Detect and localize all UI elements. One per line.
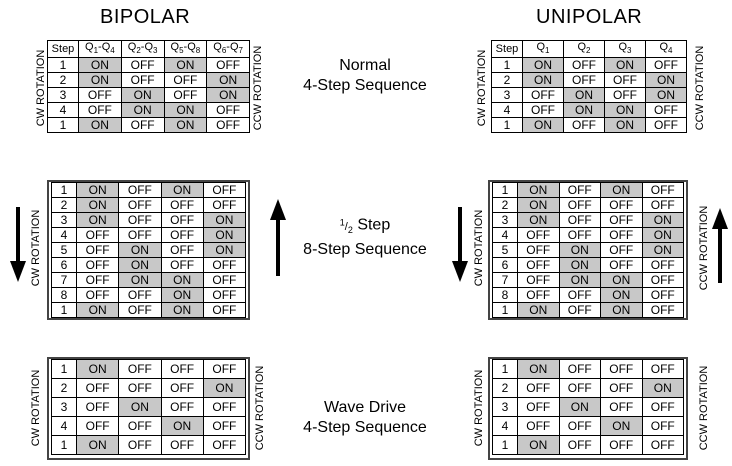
table-row [52,417,246,436]
step-cell: 1 [48,118,79,133]
normal-label-line2: 4-Step Sequence [303,77,427,94]
state-cell: ON [203,213,245,228]
table-row [52,360,246,379]
state-cell: OFF [203,288,245,303]
state-cell: ON [207,73,250,88]
state-cell: OFF [601,398,643,417]
table-row [52,228,246,243]
state-cell: OFF [518,417,560,436]
bipolar-ccw-up-arrow-icon [268,198,288,276]
column-header: $Q_5-Q_8$ [164,41,207,58]
state-cell: OFF [559,198,601,213]
step-cell: 1 [52,436,77,455]
state-cell: OFF [77,273,119,288]
state-cell: OFF [642,398,684,417]
state-cell: OFF [559,379,601,398]
table-row [493,417,684,436]
state-cell: ON [564,103,605,118]
table-row [52,198,246,213]
state-cell: ON [121,103,164,118]
state-cell: ON [518,198,560,213]
state-cell: OFF [642,360,684,379]
state-cell: ON [161,183,203,198]
state-cell: OFF [559,303,601,318]
state-cell: ON [646,73,687,88]
step-cell: 5 [52,243,77,258]
state-cell: OFF [518,258,560,273]
state-cell: ON [164,58,207,73]
state-cell: ON [523,73,564,88]
step-cell: 4 [493,228,518,243]
unipolar-half-table [492,182,684,318]
state-cell: OFF [601,436,643,455]
table-row [52,398,246,417]
table-row [52,436,246,455]
state-cell: ON [642,213,684,228]
state-cell: OFF [559,360,601,379]
table-row [493,258,684,273]
step-cell: 1 [492,58,523,73]
state-cell: OFF [77,417,119,436]
step-cell: 4 [492,103,523,118]
state-cell: OFF [564,118,605,133]
state-cell: ON [601,303,643,318]
state-cell: ON [605,118,646,133]
column-header: $Q_1$ [523,41,564,58]
state-cell: ON [601,288,643,303]
state-cell: ON [203,228,245,243]
column-header: $Q_3$ [605,41,646,58]
state-cell: OFF [121,58,164,73]
state-cell: OFF [203,398,245,417]
state-cell: OFF [559,288,601,303]
bipolar-half-cw-label: CW ROTATION [30,209,42,287]
state-cell: OFF [564,73,605,88]
state-cell: OFF [77,228,119,243]
state-cell: ON [605,103,646,118]
column-header: $Q_2-Q_3$ [121,41,164,58]
unipolar-header: UNIPOLAR [536,6,643,28]
state-cell: ON [564,88,605,103]
state-cell: ON [203,379,245,398]
state-cell: OFF [161,258,203,273]
state-cell: OFF [559,436,601,455]
state-cell: OFF [642,417,684,436]
state-cell: ON [601,417,643,436]
state-cell: ON [77,183,119,198]
header-row [492,41,687,58]
bipolar-cw-down-arrow-icon [8,207,28,283]
table-row [493,228,684,243]
state-cell: OFF [119,436,161,455]
state-cell: ON [646,88,687,103]
state-cell: OFF [605,88,646,103]
table-row [492,73,687,88]
state-cell: OFF [601,258,643,273]
state-cell: ON [161,288,203,303]
state-cell: OFF [642,288,684,303]
unipolar-wave-ccw-label: CCW ROTATION [698,365,710,451]
unipolar-normal-cw-label: CW ROTATION [476,49,488,127]
table-row [52,258,246,273]
table-row [493,398,684,417]
unipolar-wave-table [492,359,684,455]
state-cell: OFF [79,88,122,103]
table-row [493,436,684,455]
state-cell: OFF [642,436,684,455]
unipolar-cw-down-arrow-icon [450,207,470,283]
step-cell: 1 [48,58,79,73]
state-cell: OFF [77,379,119,398]
state-cell: OFF [164,73,207,88]
state-cell: OFF [601,213,643,228]
step-cell: 4 [52,417,77,436]
unipolar-half-cw-label: CW ROTATION [473,209,485,287]
state-cell: OFF [642,258,684,273]
state-cell: ON [77,436,119,455]
step-cell: 3 [52,213,77,228]
state-cell: OFF [523,103,564,118]
table-row [493,213,684,228]
state-cell: OFF [642,198,684,213]
bipolar-wave-table [51,359,246,455]
header-row [48,41,250,58]
state-cell: OFF [559,213,601,228]
table-row [52,303,246,318]
step-cell: 7 [493,273,518,288]
table-row [492,118,687,133]
unipolar-ccw-up-arrow-icon [710,207,730,283]
table-row [493,183,684,198]
table-row [52,243,246,258]
unipolar-normal-ccw-label: CCW ROTATION [694,45,706,131]
step-cell: 7 [52,273,77,288]
bipolar-header: BIPOLAR [100,6,191,28]
step-cell: 5 [493,243,518,258]
step-cell: 3 [493,398,518,417]
state-cell: OFF [119,417,161,436]
state-cell: ON [605,58,646,73]
step-cell: 4 [493,417,518,436]
table-row [48,103,250,118]
state-cell: OFF [119,228,161,243]
step-cell: 6 [493,258,518,273]
step-cell: 1 [493,183,518,198]
state-cell: OFF [203,436,245,455]
state-cell: ON [161,417,203,436]
state-cell: ON [559,273,601,288]
state-cell: OFF [161,398,203,417]
state-cell: OFF [77,258,119,273]
table-row [52,273,246,288]
state-cell: ON [559,243,601,258]
column-header: $Q_1-Q_4$ [79,41,122,58]
state-cell: OFF [121,118,164,133]
unipolar-half-ccw-label: CCW ROTATION [698,205,710,291]
state-cell: ON [523,58,564,73]
state-cell: OFF [79,103,122,118]
half-step-word: Step [357,216,391,234]
state-cell: ON [523,118,564,133]
state-cell: ON [518,436,560,455]
step-cell: 1 [52,360,77,379]
state-cell: OFF [646,103,687,118]
table-row [48,58,250,73]
state-cell: OFF [601,360,643,379]
state-cell: ON [518,303,560,318]
state-cell: ON [642,228,684,243]
wave-label-line1: Wave Drive [323,399,407,416]
normal-label [270,56,460,96]
state-cell: ON [77,303,119,318]
state-cell: OFF [207,118,250,133]
table-row [492,58,687,73]
state-cell: ON [518,360,560,379]
state-cell: ON [164,118,207,133]
table-row [48,118,250,133]
state-cell: OFF [642,273,684,288]
state-cell: OFF [119,288,161,303]
table-row [493,273,684,288]
state-cell: ON [119,243,161,258]
state-cell: OFF [161,243,203,258]
state-cell: OFF [203,183,245,198]
state-cell: ON [119,258,161,273]
table-row [493,288,684,303]
state-cell: OFF [77,243,119,258]
state-cell: OFF [559,417,601,436]
step-cell: 3 [493,213,518,228]
state-cell: ON [79,58,122,73]
state-cell: OFF [121,73,164,88]
wave-label [270,398,460,438]
state-cell: OFF [119,183,161,198]
half-step-label-line1 [270,212,460,240]
state-cell: OFF [203,417,245,436]
state-cell: OFF [518,273,560,288]
wave-label-line2: 4-Step Sequence [303,419,427,436]
state-cell: OFF [207,58,250,73]
step-cell: 3 [492,88,523,103]
state-cell: OFF [119,198,161,213]
half-step-label-line2: 8-Step Sequence [303,240,427,258]
state-cell: OFF [207,103,250,118]
state-cell: OFF [518,379,560,398]
state-cell: OFF [518,288,560,303]
step-cell: 1 [493,360,518,379]
state-cell: ON [164,103,207,118]
bipolar-wave-cw-label: CW ROTATION [30,369,42,447]
state-cell: OFF [559,183,601,198]
state-cell: ON [119,398,161,417]
step-cell: 8 [52,288,77,303]
half-step-label [270,212,460,260]
state-cell: OFF [203,258,245,273]
state-cell: ON [559,258,601,273]
state-cell: OFF [119,303,161,318]
state-cell: OFF [161,360,203,379]
table-row [493,198,684,213]
bipolar-normal-cw-label: CW ROTATION [35,49,47,127]
state-cell: ON [121,88,164,103]
unipolar-wave-cw-label: CW ROTATION [473,369,485,447]
state-cell: OFF [203,360,245,379]
bipolar-wave-ccw-label: CCW ROTATION [254,365,266,451]
step-cell: 2 [492,73,523,88]
step-cell: 4 [48,103,79,118]
bipolar-normal-table [47,40,250,133]
table-row [493,379,684,398]
unipolar-normal-table [491,40,687,133]
state-cell: OFF [119,213,161,228]
state-cell: ON [119,273,161,288]
state-cell: ON [518,213,560,228]
state-cell: ON [559,398,601,417]
table-row [492,88,687,103]
state-cell: OFF [203,198,245,213]
state-cell: OFF [642,183,684,198]
column-header: Step [48,41,79,58]
state-cell: OFF [518,398,560,417]
state-cell: ON [203,243,245,258]
state-cell: OFF [601,198,643,213]
state-cell: OFF [518,243,560,258]
state-cell: ON [518,183,560,198]
step-cell: 8 [493,288,518,303]
step-cell: 3 [48,88,79,103]
state-cell: OFF [77,288,119,303]
step-cell: 1 [493,436,518,455]
table-row [52,288,246,303]
state-cell: OFF [518,228,560,243]
column-header: $Q_2$ [564,41,605,58]
table-row [52,213,246,228]
half-fraction: $^1/_2$ [339,217,353,235]
step-cell: 4 [52,228,77,243]
step-cell: 1 [492,118,523,133]
table-row [493,303,684,318]
column-header: $Q_6-Q_7$ [207,41,250,58]
state-cell: OFF [523,88,564,103]
state-cell: OFF [564,58,605,73]
bipolar-half-table [51,182,246,318]
state-cell: OFF [77,398,119,417]
state-cell: ON [77,213,119,228]
state-cell: ON [161,273,203,288]
state-cell: OFF [601,379,643,398]
column-header: Step [492,41,523,58]
step-cell: 2 [493,379,518,398]
state-cell: ON [79,73,122,88]
table-row [48,88,250,103]
table-row [52,183,246,198]
step-cell: 1 [52,303,77,318]
state-cell: OFF [161,213,203,228]
step-cell: 1 [52,183,77,198]
table-row [493,243,684,258]
state-cell: ON [601,183,643,198]
state-cell: OFF [203,273,245,288]
state-cell: OFF [161,228,203,243]
column-header: $Q_4$ [646,41,687,58]
state-cell: ON [207,88,250,103]
state-cell: OFF [646,58,687,73]
step-cell: 2 [48,73,79,88]
table-row [52,379,246,398]
step-cell: 1 [493,303,518,318]
step-cell: 2 [52,198,77,213]
state-cell: OFF [646,118,687,133]
state-cell: OFF [601,243,643,258]
state-cell: ON [601,273,643,288]
state-cell: ON [77,360,119,379]
state-cell: ON [161,303,203,318]
state-cell: ON [79,118,122,133]
state-cell: OFF [161,379,203,398]
state-cell: ON [642,243,684,258]
table-row [48,73,250,88]
table-row [493,360,684,379]
step-cell: 2 [493,198,518,213]
normal-label-line1: Normal [339,57,391,74]
state-cell: OFF [164,88,207,103]
state-cell: OFF [161,198,203,213]
table-row [492,103,687,118]
step-cell: 3 [52,398,77,417]
state-cell: OFF [559,228,601,243]
bipolar-normal-ccw-label: CCW ROTATION [252,45,264,131]
state-cell: ON [642,379,684,398]
state-cell: OFF [601,228,643,243]
state-cell: OFF [119,379,161,398]
state-cell: OFF [605,73,646,88]
state-cell: OFF [119,360,161,379]
state-cell: OFF [642,303,684,318]
state-cell: ON [77,198,119,213]
step-cell: 2 [52,379,77,398]
state-cell: OFF [203,303,245,318]
step-cell: 6 [52,258,77,273]
state-cell: OFF [161,436,203,455]
